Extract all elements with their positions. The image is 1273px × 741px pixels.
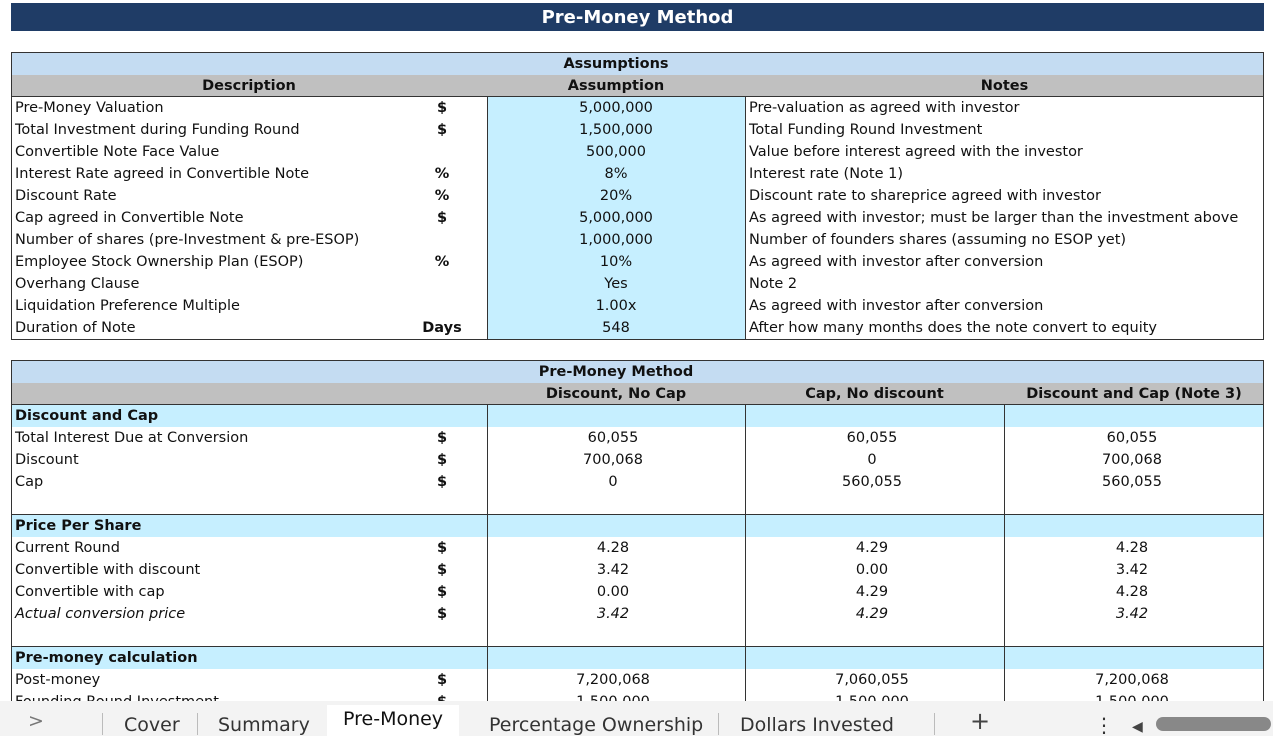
method-row-label: Discount xyxy=(15,452,79,468)
method-row-unit: $ xyxy=(436,584,448,600)
border xyxy=(11,360,12,702)
method-value-discount-and-cap: 560,055 xyxy=(1102,474,1162,490)
method-value-discount-and-cap: 700,068 xyxy=(1102,452,1162,468)
sheet-title: Pre-Money Method xyxy=(11,3,1264,31)
border xyxy=(11,96,1264,97)
assumption-value[interactable]: 20% xyxy=(599,188,633,204)
method-row-label: Actual conversion price xyxy=(15,606,186,622)
method-value-discount-no-cap: 700,068 xyxy=(583,452,643,468)
method-value-cap-no-discount: 0.00 xyxy=(855,562,889,578)
assumption-label: Overhang Clause xyxy=(15,276,140,292)
method-row-unit: $ xyxy=(436,474,448,490)
assumption-value[interactable]: Yes xyxy=(604,276,628,292)
method-value-discount-no-cap: 4.28 xyxy=(596,540,630,556)
method-value-discount-and-cap: 3.42 xyxy=(1115,606,1149,622)
method-row-label: Convertible with discount xyxy=(15,562,201,578)
assumption-value[interactable]: 5,000,000 xyxy=(579,100,653,116)
method-row-unit: $ xyxy=(436,562,448,578)
border xyxy=(11,339,1264,340)
assumption-value[interactable]: 1.00x xyxy=(595,298,637,314)
assumption-label: Pre-Money Valuation xyxy=(15,100,164,116)
tab-nav-prev-button[interactable]: > xyxy=(28,710,44,732)
assumption-value[interactable]: 5,000,000 xyxy=(579,210,653,226)
method-value-discount-and-cap: 3.42 xyxy=(1115,562,1149,578)
assumption-note: As agreed with investor; must be larger than the investment above xyxy=(749,210,1239,226)
assumption-unit xyxy=(415,229,469,251)
assumption-value[interactable]: 1,000,000 xyxy=(579,232,653,248)
assumption-unit: % xyxy=(434,254,450,270)
assumption-note: After how many months does the note convert to equity xyxy=(749,320,1157,336)
col-notes-header: Notes xyxy=(980,78,1029,94)
border xyxy=(745,404,746,702)
tab-separator xyxy=(197,713,198,735)
assumption-unit xyxy=(415,273,469,295)
tab-dollars-invested[interactable]: Dollars Invested xyxy=(740,714,894,736)
method-value-discount-no-cap: 0 xyxy=(608,474,618,490)
assumption-label: Discount Rate xyxy=(15,188,117,204)
assumption-value[interactable]: 10% xyxy=(599,254,633,270)
assumptions-band-title: Assumptions xyxy=(563,56,669,72)
method-value-discount-no-cap: 60,055 xyxy=(587,430,639,446)
border xyxy=(487,404,488,702)
method-band-title: Pre-Money Method xyxy=(538,364,694,380)
method-row-unit: $ xyxy=(436,540,448,556)
assumption-note: As agreed with investor after conversion xyxy=(749,298,1044,314)
tab-pre-money[interactable]: Pre-Money xyxy=(327,705,459,738)
method-row-unit: $ xyxy=(436,672,448,688)
assumption-label: Number of shares (pre-Investment & pre-ESOP) xyxy=(15,232,360,248)
border xyxy=(11,404,1264,405)
assumption-unit xyxy=(415,295,469,317)
assumption-unit: $ xyxy=(436,100,448,116)
assumption-label: Total Investment during Funding Round xyxy=(15,122,300,138)
more-options-icon[interactable]: ⋮ xyxy=(1094,713,1114,737)
section-title: Pre-money calculation xyxy=(15,650,198,666)
border xyxy=(11,52,12,340)
method-value-discount-and-cap: 7,200,068 xyxy=(1095,672,1169,688)
tab-separator xyxy=(102,713,103,735)
assumption-value[interactable]: 500,000 xyxy=(586,144,646,160)
method-value-cap-no-discount: 4.29 xyxy=(855,606,889,622)
method-row-unit: $ xyxy=(436,452,448,468)
assumption-label: Interest Rate agreed in Convertible Note xyxy=(15,166,310,182)
scroll-left-icon[interactable]: ◀ xyxy=(1132,719,1143,735)
tab-separator xyxy=(934,713,935,735)
method-value-cap-no-discount: 0 xyxy=(867,452,877,468)
assumption-label: Employee Stock Ownership Plan (ESOP) xyxy=(15,254,304,270)
method-value-cap-no-discount: 4.29 xyxy=(855,584,889,600)
method-row-unit: $ xyxy=(436,606,448,622)
assumption-unit: % xyxy=(434,166,450,182)
method-value-discount-no-cap: 3.42 xyxy=(596,606,630,622)
col-discount-no-cap: Discount, No Cap xyxy=(545,386,687,402)
method-row-label: Post-money xyxy=(15,672,101,688)
sheet-tab-bar xyxy=(0,701,1273,736)
border xyxy=(11,52,1264,53)
border xyxy=(11,360,1264,361)
assumption-note: Pre-valuation as agreed with investor xyxy=(749,100,1020,116)
border xyxy=(745,96,746,340)
col-cap-no-discount: Cap, No discount xyxy=(805,386,944,402)
method-value-discount-no-cap: 0.00 xyxy=(596,584,630,600)
method-row-label: Convertible with cap xyxy=(15,584,165,600)
border xyxy=(487,96,488,340)
border xyxy=(11,646,1264,647)
tab-percentage-ownership[interactable]: Percentage Ownership xyxy=(489,714,704,736)
assumption-note: Interest rate (Note 1) xyxy=(749,166,904,182)
section-title: Price Per Share xyxy=(15,518,142,534)
assumption-note: Value before interest agreed with the investor xyxy=(749,144,1083,160)
method-value-cap-no-discount: 60,055 xyxy=(846,430,898,446)
tab-cover[interactable]: Cover xyxy=(124,714,180,736)
assumption-unit: Days xyxy=(422,320,462,336)
border xyxy=(1263,52,1264,340)
method-value-discount-and-cap: 60,055 xyxy=(1106,430,1158,446)
assumption-note: Discount rate to shareprice agreed with investor xyxy=(749,188,1101,204)
assumption-unit: $ xyxy=(436,210,448,226)
method-row-label: Total Interest Due at Conversion xyxy=(15,430,249,446)
border xyxy=(1004,404,1005,702)
assumption-value[interactable]: 8% xyxy=(604,166,628,182)
assumption-unit xyxy=(415,141,469,163)
method-value-discount-and-cap: 4.28 xyxy=(1115,540,1149,556)
border xyxy=(11,514,1264,515)
tab-summary[interactable]: Summary xyxy=(218,714,310,736)
method-value-cap-no-discount: 560,055 xyxy=(842,474,902,490)
method-value-cap-no-discount: 7,060,055 xyxy=(835,672,909,688)
assumption-note: As agreed with investor after conversion xyxy=(749,254,1044,270)
assumption-value[interactable]: 1,500,000 xyxy=(579,122,653,138)
method-row-label: Cap xyxy=(15,474,44,490)
method-value-discount-no-cap: 3.42 xyxy=(596,562,630,578)
col-assumption-header: Assumption xyxy=(567,78,665,94)
assumption-value[interactable]: 548 xyxy=(602,320,630,336)
assumption-label: Convertible Note Face Value xyxy=(15,144,220,160)
method-row-label: Current Round xyxy=(15,540,120,556)
assumption-label: Liquidation Preference Multiple xyxy=(15,298,240,314)
tab-separator xyxy=(718,713,719,735)
assumption-label: Duration of Note xyxy=(15,320,136,336)
section-title: Discount and Cap xyxy=(15,408,159,424)
method-value-cap-no-discount: 4.29 xyxy=(855,540,889,556)
assumption-note: Note 2 xyxy=(749,276,798,292)
assumption-unit: $ xyxy=(436,122,448,138)
col-discount-and-cap: Discount and Cap (Note 3) xyxy=(1026,386,1242,402)
col-description-header: Description xyxy=(202,78,296,94)
method-row-unit: $ xyxy=(436,430,448,446)
method-value-discount-no-cap: 7,200,068 xyxy=(576,672,650,688)
assumption-note: Total Funding Round Investment xyxy=(749,122,983,138)
assumption-note: Number of founders shares (assuming no ESOP yet) xyxy=(749,232,1127,248)
add-sheet-button[interactable]: + xyxy=(970,707,991,735)
method-value-discount-and-cap: 4.28 xyxy=(1115,584,1149,600)
assumption-unit: % xyxy=(434,188,450,204)
border xyxy=(1263,360,1264,702)
assumption-label: Cap agreed in Convertible Note xyxy=(15,210,244,226)
horizontal-scrollbar-thumb[interactable] xyxy=(1156,717,1271,731)
